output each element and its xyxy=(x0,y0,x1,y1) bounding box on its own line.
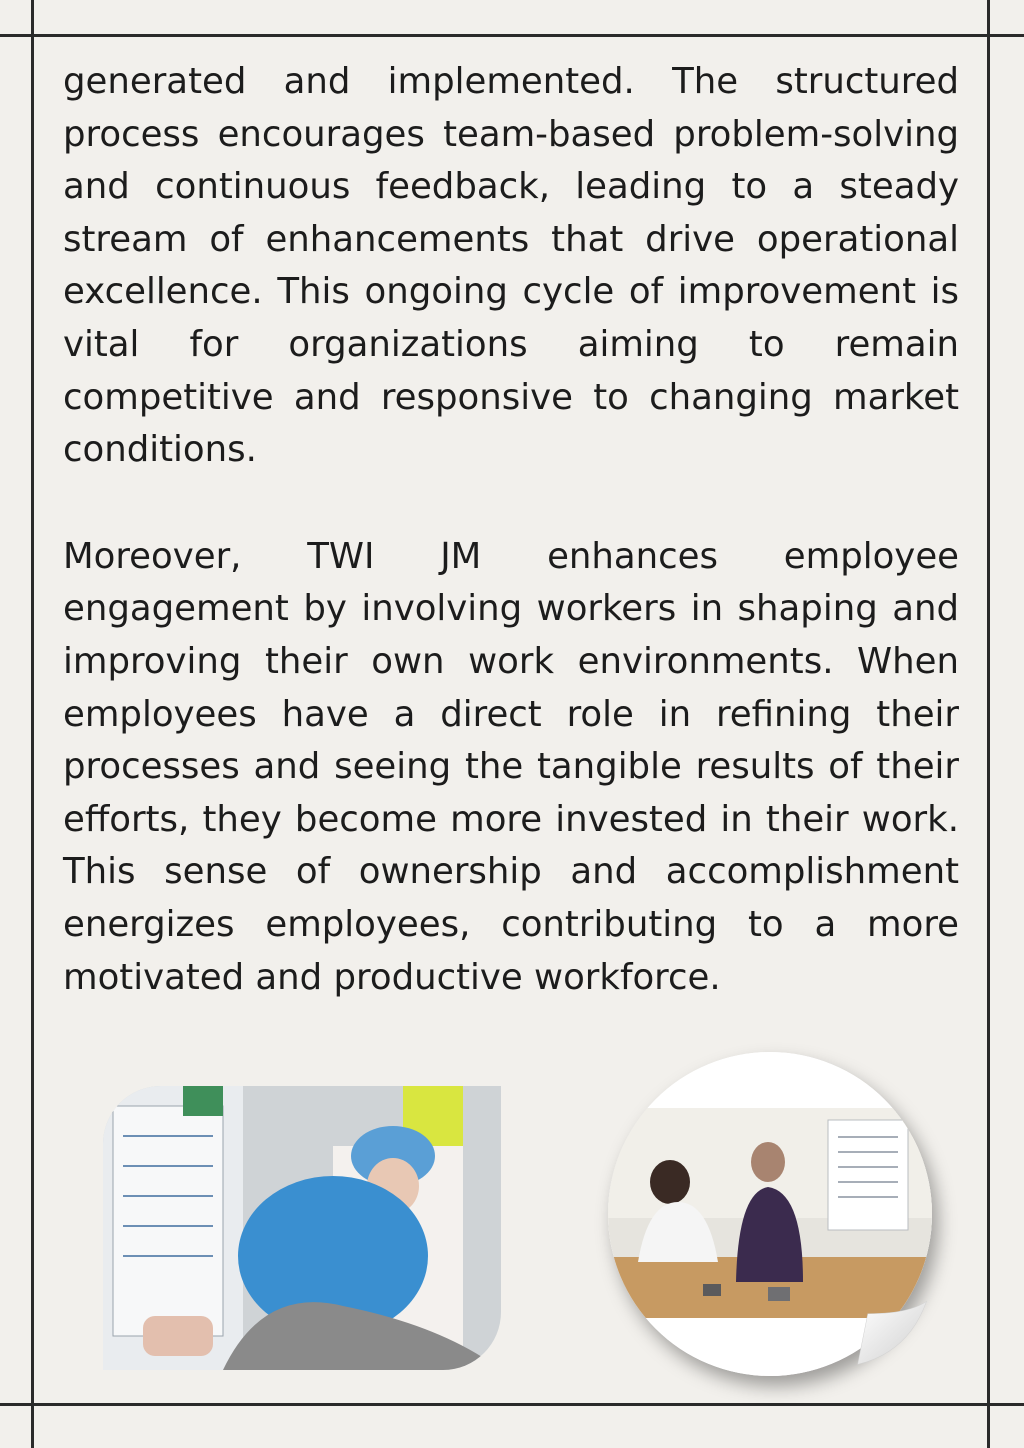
photo-workers-at-board xyxy=(103,1086,501,1370)
paragraph-2: Moreover, TWI JM enhances employee engagement by involving workers in shaping and improving their own work environments. When employees have a direct role in refining their processes and seeing the tangible results of their efforts, they become more invested in their work. This sense of ownership and accomplishment energizes employees, contributing to a more motivated and productive workforce. xyxy=(63,535,959,998)
left-border-line xyxy=(31,0,34,1448)
photo-training-session-sticker xyxy=(608,1052,948,1392)
top-border-line xyxy=(0,34,1024,37)
right-border-line xyxy=(987,0,990,1448)
paragraph-1: generated and implemented. The structured process encourages team-based problem-solving and continuous feedback, leading to a steady stream of enhancements that drive operational excellence. This ongoing cycle of improvement is vital for organizations aiming to remain competitive and responsive to changing market conditions. xyxy=(63,61,959,471)
text-content xyxy=(63,56,959,1004)
peeled-corner xyxy=(608,1052,948,1392)
bottom-border-line xyxy=(0,1403,1024,1406)
